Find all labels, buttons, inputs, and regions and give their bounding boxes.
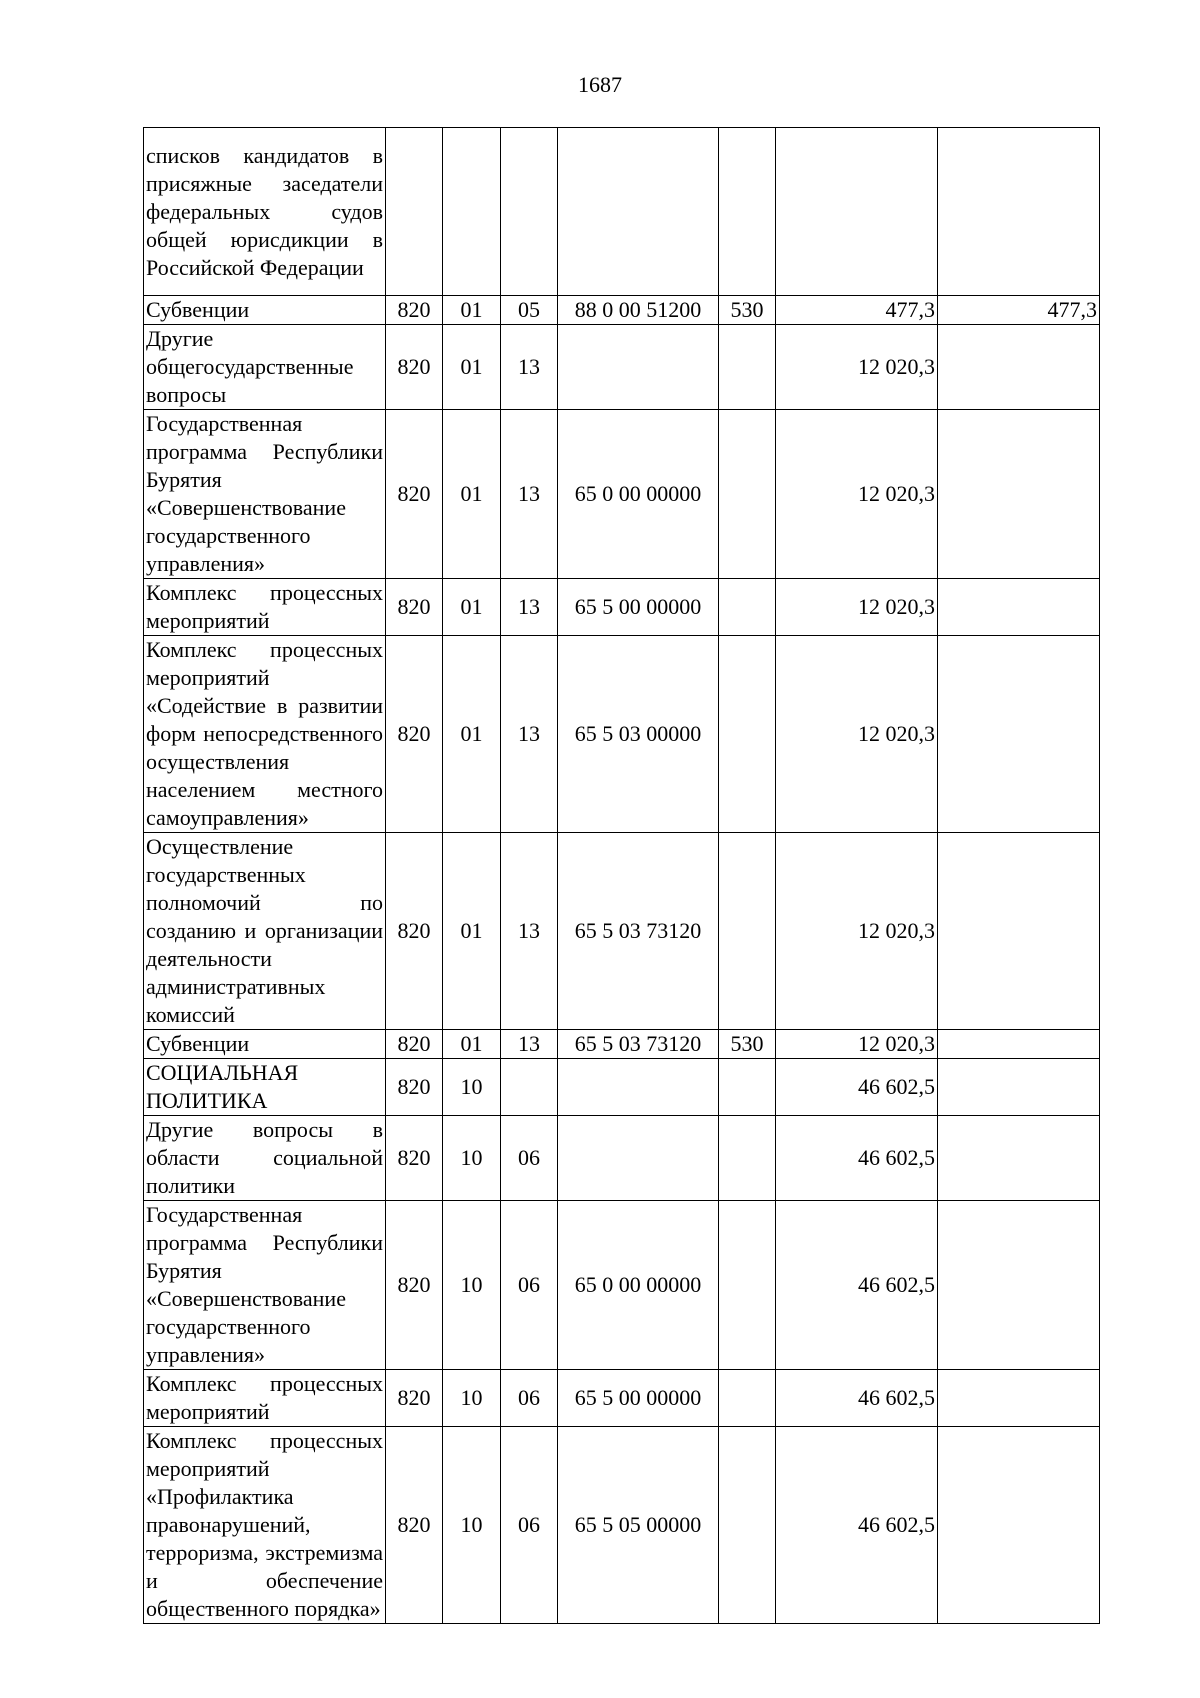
row-name: Комплекс процессных мероприятий: [144, 1370, 386, 1427]
subsection-code: 13: [501, 1030, 558, 1059]
expense-code: [719, 1427, 776, 1624]
table-row: [144, 1370, 1100, 1427]
ministry-code: 820: [386, 410, 443, 579]
sum-1: 46 602,5: [776, 1427, 938, 1624]
sum-2: [938, 1427, 1100, 1624]
page-number: 1687: [578, 72, 622, 97]
ministry-code: 820: [386, 1059, 443, 1116]
sum-1: 12 020,3: [776, 833, 938, 1030]
ministry-code: 820: [386, 579, 443, 636]
table-row: [144, 579, 1100, 636]
target-code: 65 5 00 00000: [558, 1370, 719, 1427]
sum-2: [938, 1116, 1100, 1201]
row-name: Другие общегосударственные вопросы: [144, 325, 386, 410]
subsection-code: 13: [501, 579, 558, 636]
expense-code: [719, 128, 776, 296]
row-name: Субвенции: [144, 1030, 386, 1059]
ministry-code: 820: [386, 296, 443, 325]
target-code: [558, 128, 719, 296]
sum-1: 46 602,5: [776, 1116, 938, 1201]
sum-2: [938, 636, 1100, 833]
table-row: [144, 1059, 1100, 1116]
expense-code: 530: [719, 1030, 776, 1059]
expense-code: 530: [719, 296, 776, 325]
subsection-code: 06: [501, 1427, 558, 1624]
ministry-code: 820: [386, 636, 443, 833]
subsection-code: 06: [501, 1116, 558, 1201]
target-code: [558, 1059, 719, 1116]
sum-1: 12 020,3: [776, 1030, 938, 1059]
target-code: 65 5 03 73120: [558, 833, 719, 1030]
sum-1: 46 602,5: [776, 1059, 938, 1116]
section-code: 01: [443, 1030, 501, 1059]
section-code: 01: [443, 636, 501, 833]
row-name: Другие вопросы в области социальной политики: [144, 1116, 386, 1201]
section-code: [443, 128, 501, 296]
expense-code: [719, 1059, 776, 1116]
subsection-code: 13: [501, 325, 558, 410]
table-row: [144, 296, 1100, 325]
ministry-code: 820: [386, 1370, 443, 1427]
section-code: 01: [443, 325, 501, 410]
section-code: 10: [443, 1059, 501, 1116]
section-code: 01: [443, 833, 501, 1030]
sum-2: [938, 128, 1100, 296]
table-row: [144, 636, 1100, 833]
sum-1: 12 020,3: [776, 325, 938, 410]
sum-2: 477,3: [938, 296, 1100, 325]
target-code: 65 0 00 00000: [558, 1201, 719, 1370]
section-code: 01: [443, 410, 501, 579]
expense-code: [719, 1370, 776, 1427]
ministry-code: 820: [386, 1201, 443, 1370]
sum-1: 12 020,3: [776, 579, 938, 636]
sum-2: [938, 579, 1100, 636]
sum-2: [938, 1030, 1100, 1059]
sum-2: [938, 410, 1100, 579]
expense-code: [719, 579, 776, 636]
section-code: 10: [443, 1427, 501, 1624]
subsection-code: 13: [501, 636, 558, 833]
subsection-code: [501, 128, 558, 296]
subsection-code: 06: [501, 1370, 558, 1427]
row-name: Комплекс процессных мероприятий «Профилактика правонарушений, терроризма, экстремизма и обеспечение общественного порядка»: [144, 1427, 386, 1624]
row-name: Государственная программа Республики Бурятия «Совершенствование государственного управления»: [144, 1201, 386, 1370]
sum-2: [938, 1201, 1100, 1370]
table-row: [144, 833, 1100, 1030]
sum-1: 477,3: [776, 296, 938, 325]
section-code: 01: [443, 296, 501, 325]
sum-1: [776, 128, 938, 296]
budget-table: [143, 127, 1100, 1624]
sum-1: 46 602,5: [776, 1201, 938, 1370]
target-code: [558, 325, 719, 410]
row-name: СОЦИАЛЬНАЯ ПОЛИТИКА: [144, 1059, 386, 1116]
section-code: 01: [443, 579, 501, 636]
table-row: [144, 1116, 1100, 1201]
subsection-code: 05: [501, 296, 558, 325]
expense-code: [719, 1201, 776, 1370]
target-code: 65 5 03 00000: [558, 636, 719, 833]
target-code: 65 5 00 00000: [558, 579, 719, 636]
expense-code: [719, 410, 776, 579]
section-code: 10: [443, 1201, 501, 1370]
table-row: [144, 1201, 1100, 1370]
table-row: [144, 1427, 1100, 1624]
sum-1: 12 020,3: [776, 636, 938, 833]
subsection-code: [501, 1059, 558, 1116]
sum-1: 12 020,3: [776, 410, 938, 579]
row-name: Комплекс процессных мероприятий «Содействие в развитии форм непосредственного осуществления населением местного самоуправления»: [144, 636, 386, 833]
sum-2: [938, 1370, 1100, 1427]
subsection-code: 13: [501, 833, 558, 1030]
subsection-code: 13: [501, 410, 558, 579]
section-code: 10: [443, 1116, 501, 1201]
target-code: 65 5 05 00000: [558, 1427, 719, 1624]
table-row: [144, 128, 1100, 296]
target-code: 88 0 00 51200: [558, 296, 719, 325]
ministry-code: 820: [386, 325, 443, 410]
table-row: [144, 410, 1100, 579]
sum-2: [938, 1059, 1100, 1116]
sum-2: [938, 325, 1100, 410]
ministry-code: 820: [386, 1427, 443, 1624]
target-code: 65 0 00 00000: [558, 410, 719, 579]
ministry-code: 820: [386, 1116, 443, 1201]
expense-code: [719, 833, 776, 1030]
section-code: 10: [443, 1370, 501, 1427]
ministry-code: [386, 128, 443, 296]
ministry-code: 820: [386, 1030, 443, 1059]
expense-code: [719, 636, 776, 833]
expense-code: [719, 325, 776, 410]
subsection-code: 06: [501, 1201, 558, 1370]
row-name: списков кандидатов в присяжные заседатели федеральных судов общей юрисдикции в Российской Федерации: [144, 128, 386, 296]
row-name: Субвенции: [144, 296, 386, 325]
sum-2: [938, 833, 1100, 1030]
target-code: [558, 1116, 719, 1201]
target-code: 65 5 03 73120: [558, 1030, 719, 1059]
row-name: Осуществление государственных полномочий по созданию и организации деятельности административных комиссий: [144, 833, 386, 1030]
ministry-code: 820: [386, 833, 443, 1030]
expense-code: [719, 1116, 776, 1201]
table-row: [144, 325, 1100, 410]
sum-1: 46 602,5: [776, 1370, 938, 1427]
row-name: Комплекс процессных мероприятий: [144, 579, 386, 636]
table-row: [144, 1030, 1100, 1059]
row-name: Государственная программа Республики Бурятия «Совершенствование государственного управления»: [144, 410, 386, 579]
